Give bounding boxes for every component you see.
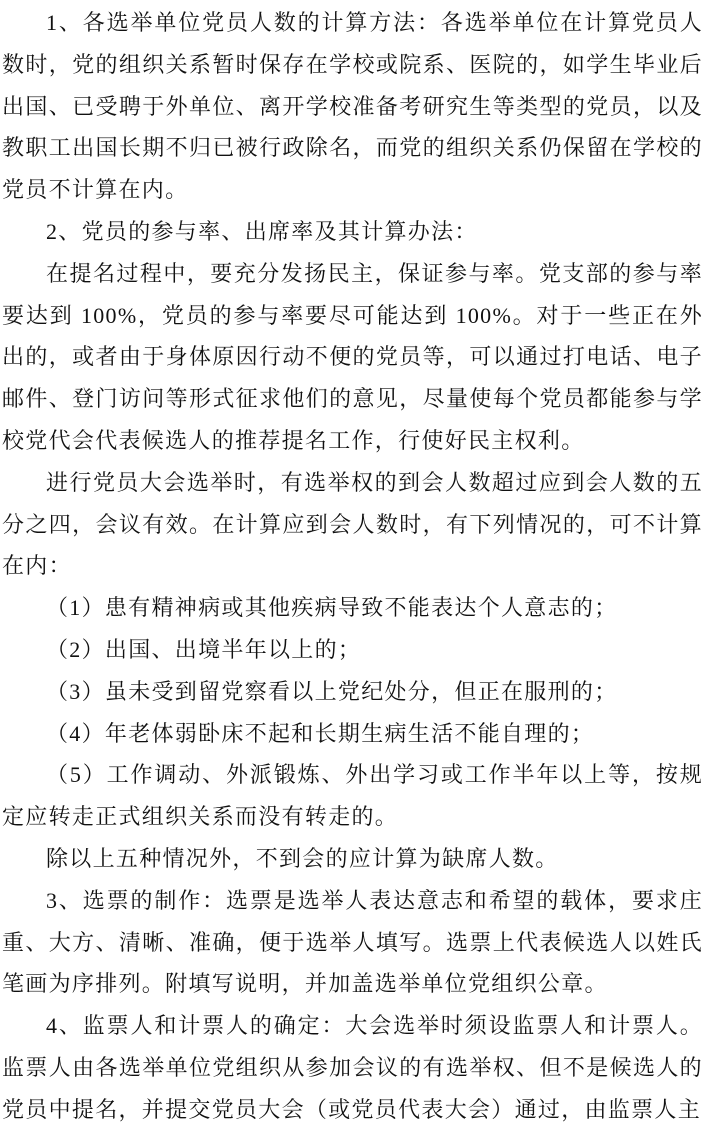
paragraph-6-ballot-making: 3、选票的制作：选票是选举人表达意志和希望的载体，要求庄重、大方、清晰、准确，便于选举人填写。选票上代表候选人以姓氏笔画为序排列。附填写说明，并加盖选举单位党组织公章。: [2, 887, 703, 997]
paragraph-1-member-count-method: 1、各选举单位党员人数的计算方法：各选举单位在计算党员人数时，党的组织关系暂时保存在学校或院系、医院的，如学生毕业后出国、已受聘于外单位、离开学校准备考研究生等类型的党员，以及教职工出国长期不归已被行政除名，而党的组织关系仍保留在学校的党员不计算在内。: [2, 10, 703, 203]
paragraph-3-nomination-process: 在提名过程中，要充分发扬民主，保证参与率。党支部的参与率要达到 100%，党员的参与率要尽可能达到 100%。对于一些正在外出的，或者由于身体原因行动不便的党员等，可以通过打电话、电子邮件、登门访问等形式征求他们的意见，尽量使每个党员都能参与学校党代会代表候选人的推荐提名工作，行使好民主权利。: [2, 260, 703, 453]
paragraph-7-scrutineers-tellers: 4、监票人和计票人的确定：大会选举时须设监票人和计票人。监票人由各选举单位党组织从参加会议的有选举权、但不是候选人的党员中提名，并提交党员大会（或党员代表大会）通过，由监票人主: [2, 1013, 703, 1122]
list-item-1-mental-illness: （1）患有精神病或其他疾病导致不能表达个人意志的；: [46, 595, 618, 621]
paragraph-4-quorum-rule: 进行党员大会选举时，有选举权的到会人数超过应到会人数的五分之四，会议有效。在计算应到会人数时，有下列情况的，可不计算在内：: [2, 469, 703, 579]
paragraph-5-absentee-count: 除以上五种情况外，不到会的应计算为缺席人数。: [46, 845, 559, 871]
list-item-4-bedridden: （4）年老体弱卧床不起和长期生病生活不能自理的；: [46, 720, 595, 746]
list-item-3-serving-sentence: （3）虽未受到留党察看以上党纪处分，但正在服刑的；: [46, 678, 618, 704]
list-item-2-abroad-half-year: （2）出国、出境半年以上的；: [46, 636, 362, 662]
list-item-5-job-transfer: （5）工作调动、外派锻炼、外出学习或工作半年以上等，按规定应转走正式组织关系而没有转走的。: [2, 762, 703, 830]
paragraph-2-participation-rate-heading: 2、党员的参与率、出席率及其计算办法：: [46, 218, 478, 244]
document-text-block: [2, 2, 703, 1124]
